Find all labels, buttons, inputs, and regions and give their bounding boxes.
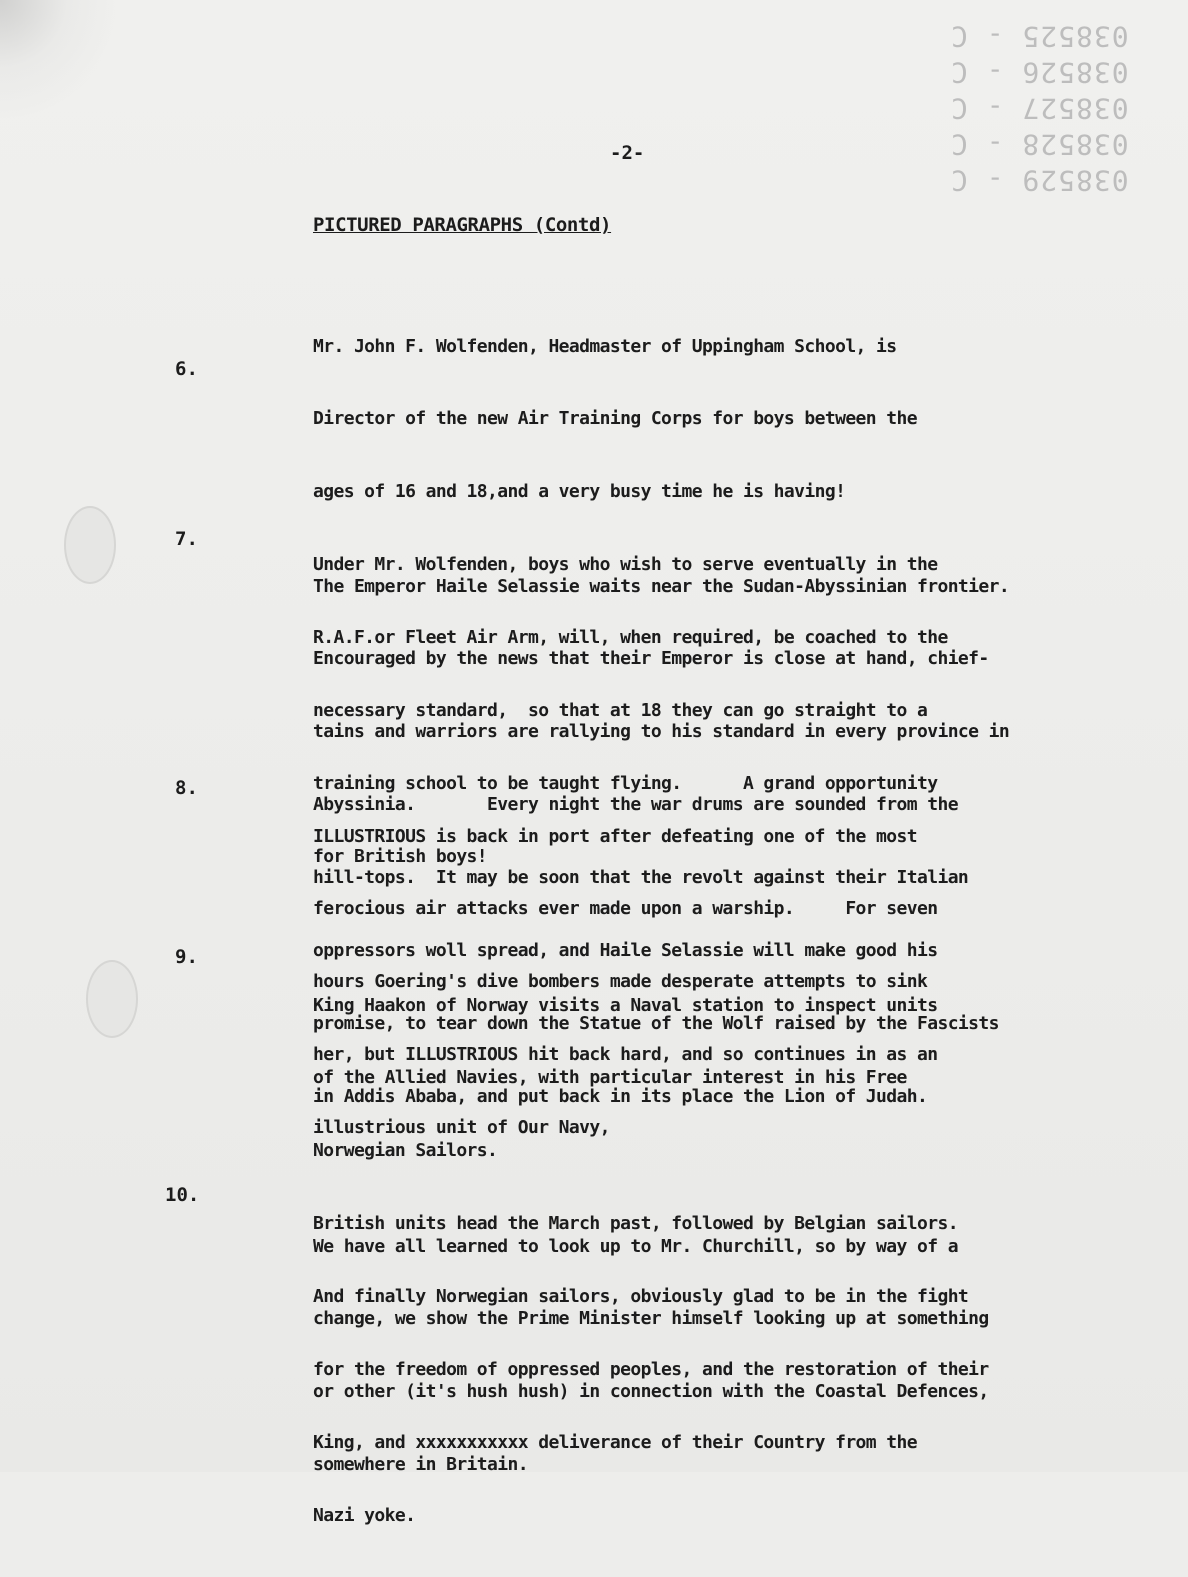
paragraph-line: Nazi yoke. — [313, 1504, 416, 1526]
section-heading: PICTURED PARAGRAPHS (Contd) — [313, 214, 612, 236]
paragraph-line: promise, to tear down the Statue of the Wolf raised by the Fascists — [313, 1012, 999, 1034]
paragraph-number: 6. — [175, 358, 198, 380]
paragraph-number: 7. — [175, 528, 198, 550]
paragraph-10 — [313, 1186, 989, 1526]
paragraph-line: of the Allied Navies, with particular interest in his Free — [313, 1067, 907, 1089]
paragraph-line: Norwegian Sailors. — [313, 1140, 498, 1162]
paragraph-line: We have all learned to look up to Mr. Churchill, so by way of a — [313, 1235, 958, 1257]
paragraph-line: ages of 16 and 18,and a very busy time he is having! — [313, 481, 846, 503]
paragraph-line: training school to be taught flying. A grand opportunity — [313, 772, 938, 794]
stamp-line: 038527 - C — [950, 92, 1129, 125]
punch-hole-bottom — [86, 960, 138, 1038]
paragraph-line: oppressors woll spread, and Haile Selassie will make good his — [313, 940, 938, 962]
corner-smudge — [0, 0, 120, 120]
paragraph-number: 8. — [175, 777, 198, 799]
paragraph-line: Encouraged by the news that their Emperor is close at hand, chief- — [313, 648, 989, 670]
stamp-line: 038528 - C — [950, 128, 1129, 161]
paragraph-line: hours Goering's dive bombers made desperate attempts to sink — [313, 971, 928, 993]
paragraph-number: 9. — [175, 946, 198, 968]
stamp-line: 038529 - C — [950, 164, 1129, 197]
paragraph-line: for British boys! — [313, 845, 488, 867]
paragraph-line: ILLUSTRIOUS is back in port after defeating one of the most — [313, 825, 917, 847]
stamp-line: 038526 - C — [950, 56, 1129, 89]
paragraph-line: her, but ILLUSTRIOUS hit back hard, and so continues in as an — [313, 1044, 938, 1066]
page-number: -2- — [610, 142, 645, 164]
paragraph-line: tains and warriors are rallying to his standard in every province in — [313, 721, 1010, 743]
paragraph-line: Director of the new Air Training Corps for boys between the — [313, 408, 917, 430]
paragraph-line: somewhere in Britain. — [313, 1454, 528, 1476]
paragraph-line: R.A.F.or Fleet Air Arm, will, when required, be coached to the — [313, 627, 948, 649]
paragraph-line: or other (it's hush hush) in connection with the Coastal Defences, — [313, 1381, 989, 1403]
paragraph-line: The Emperor Haile Selassie waits near the Sudan-Abyssinian frontier. — [313, 575, 1010, 597]
paragraph-line: illustrious unit of Our Navy, — [313, 1117, 610, 1139]
paragraph-line: King, and xxxxxxxxxxx deliverance of their Country from the — [313, 1431, 917, 1453]
paragraph-line: Under Mr. Wolfenden, boys who wish to serve eventually in the — [313, 554, 938, 576]
paragraph-line: for the freedom of oppressed peoples, and the restoration of their — [313, 1359, 989, 1381]
paragraph-line: necessary standard, so that at 18 they can go straight to a — [313, 700, 928, 722]
paragraph-line: King Haakon of Norway visits a Naval station to inspect units — [313, 994, 938, 1016]
paragraph-line: hill-tops. It may be soon that the revolt against their Italian — [313, 867, 969, 889]
paragraph-number: 10. — [165, 1184, 200, 1206]
paragraph-line: Mr. John F. Wolfenden, Headmaster of Uppingham School, is — [313, 335, 897, 357]
reference-stamp — [950, 18, 1150, 198]
paragraph-line: change, we show the Prime Minister himself looking up at something — [313, 1308, 989, 1330]
paragraph-line: ferocious air attacks ever made upon a warship. For seven — [313, 898, 938, 920]
paragraph-line: And finally Norwegian sailors, obviously glad to be in the fight — [313, 1286, 969, 1308]
paragraph-line: British units head the March past, followed by Belgian sailors. — [313, 1213, 958, 1235]
punch-hole-top — [64, 506, 116, 584]
stamp-line: 038525 - C — [950, 20, 1129, 53]
paragraph-line: in Addis Ababa, and put back in its place the Lion of Judah. — [313, 1085, 928, 1107]
paragraph-line: Abyssinia. Every night the war drums are sounded from the — [313, 794, 958, 816]
